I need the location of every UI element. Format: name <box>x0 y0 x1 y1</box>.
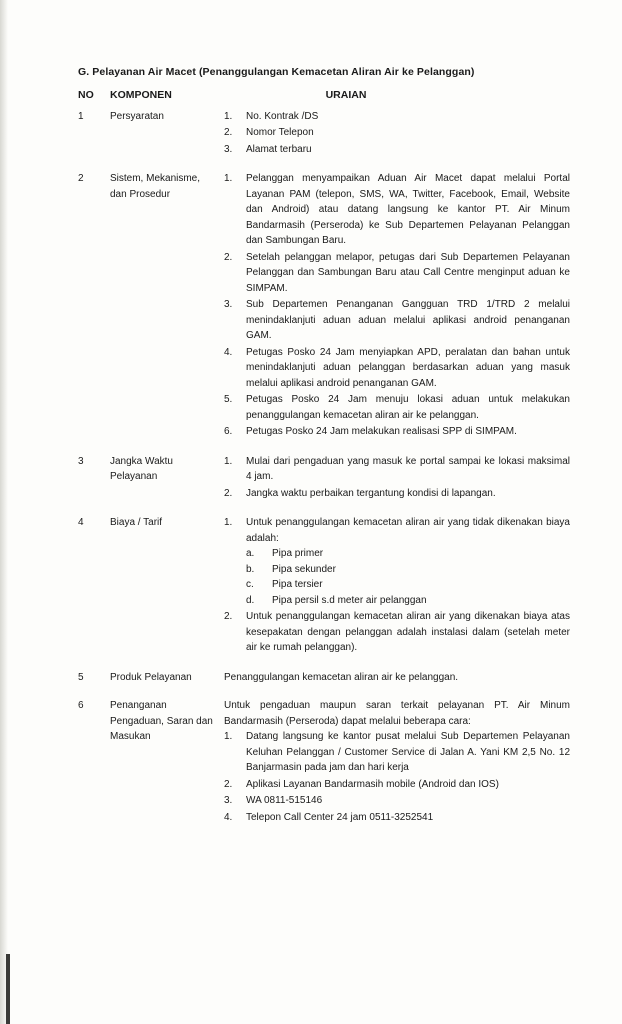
row-komponen: Jangka Waktu Pelayanan <box>110 455 173 483</box>
row-uraian <box>224 670 570 686</box>
list-marker: 1. <box>224 173 233 185</box>
row-komponen: Penanganan Pengaduan, Saran dan Masukan <box>110 700 213 743</box>
row-komponen: Biaya / Tarif <box>110 517 163 529</box>
list-text: Aplikasi Layanan Bandarmasih mobile (Android dan IOS) <box>246 778 499 790</box>
list-text: Sub Departemen Penanganan Gangguan TRD 1/TRD 2 melalui menindaklanjuti aduan aduan melalui aplikasi android penanganan GAM. <box>246 299 570 342</box>
row-uraian <box>224 109 570 159</box>
list-text: Alamat terbaru <box>246 143 312 155</box>
list-item <box>224 424 570 440</box>
table-row <box>78 670 570 686</box>
row-komponen: Persyaratan <box>110 110 164 122</box>
list-marker: 2. <box>224 611 233 623</box>
list-item <box>224 810 570 826</box>
list-item <box>224 142 570 158</box>
row-komponen: Sistem, Mekanisme, dan Prosedur <box>110 173 201 200</box>
list-item <box>224 777 570 793</box>
list-text: Telepon Call Center 24 jam 0511-3252541 <box>246 811 434 823</box>
sub-list-item <box>246 577 570 593</box>
header-uraian: URAIAN <box>325 88 367 101</box>
list-marker: 2. <box>224 778 233 790</box>
sub-list-item <box>246 562 570 578</box>
list-item <box>224 392 570 423</box>
uraian-list <box>224 515 570 656</box>
list-marker: 1. <box>224 110 233 122</box>
row-number: 3 <box>78 455 84 467</box>
list-marker: 3. <box>224 143 233 155</box>
header-komponen: KOMPONEN <box>110 88 172 101</box>
list-item <box>224 609 570 656</box>
row-uraian <box>224 171 570 441</box>
uraian-list <box>224 109 570 158</box>
list-text: Mulai dari pengaduan yang masuk ke portal sampai ke lokasi maksimal 4 jam. <box>246 455 570 483</box>
list-marker: 1. <box>224 455 233 467</box>
list-text: Untuk penanggulangan kemacetan aliran air yang tidak dikenakan biaya adalah: <box>246 517 570 544</box>
list-text: No. Kontrak /DS <box>246 110 319 122</box>
list-item <box>224 515 570 608</box>
sub-list-text: Pipa primer <box>272 548 324 560</box>
list-item <box>224 345 570 392</box>
list-text: WA 0811-515146 <box>246 795 323 807</box>
sub-list-marker: a. <box>246 548 255 560</box>
list-text: Setelah pelanggan melapor, petugas dari Sub Departemen Pelayanan Pelanggan dan Sambungan Baru atau Call Centre menginput aduan ke SIMPAM. <box>246 251 570 294</box>
table-row <box>78 171 570 441</box>
list-text: Nomor Telepon <box>246 127 314 139</box>
list-item <box>224 250 570 297</box>
list-item <box>224 109 570 125</box>
row-uraian <box>224 454 570 503</box>
list-marker: 2. <box>224 251 233 263</box>
sub-list-text: Pipa tersier <box>272 579 323 591</box>
row-number: 1 <box>78 110 84 122</box>
table-row <box>78 454 570 503</box>
scan-edge-shadow <box>0 0 8 1024</box>
page-title: G. Pelayanan Air Macet (Penanggulangan Kemacetan Aliran Air ke Pelanggan) <box>78 66 475 78</box>
list-marker: 1. <box>224 731 233 743</box>
row-komponen: Produk Pelayanan <box>110 671 192 683</box>
row-number: 6 <box>78 700 84 712</box>
list-item <box>224 125 570 141</box>
table-header <box>78 89 570 101</box>
list-text: Datang langsung ke kantor pusat melalui Sub Departemen Pelayanan Keluhan Pelanggan / Customer Service di Jalan A. Yani KM 2,5 No. 12 Banjarmasin pada jam dan hari kerja <box>246 731 570 774</box>
list-marker: 3. <box>224 299 233 311</box>
header-no: NO <box>78 88 94 101</box>
table-row <box>78 698 570 826</box>
row-number: 2 <box>78 173 84 185</box>
scan-bottom-marker <box>6 954 10 1024</box>
sub-list-text: Pipa persil s.d meter air pelanggan <box>272 594 427 606</box>
list-marker: 6. <box>224 426 233 438</box>
sub-list-marker: b. <box>246 563 255 575</box>
list-text: Pelanggan menyampaikan Aduan Air Macet dapat melalui Portal Layanan PAM (telepon, SMS, WA, Twitter, Facebook, Email, Website dan Android) atau datang langsung ke kantor PT. Air Minum Bandarmasih (Perseroda) ke Sub Departemen Pelayanan Pelanggan dan Sambungan Baru. <box>246 173 570 247</box>
list-text: Petugas Posko 24 Jam menyiapkan APD, peralatan dan bahan untuk menindaklanjuti aduan pelanggan berdasarkan aduan yang masuk melalui aplikasi android penanganan GAM. <box>246 346 570 389</box>
list-item <box>224 486 570 502</box>
list-text: Jangka waktu perbaikan tergantung kondisi di lapangan. <box>246 487 496 499</box>
list-marker: 4. <box>224 811 233 823</box>
sub-list-text: Pipa sekunder <box>272 563 336 575</box>
uraian-list <box>224 729 570 825</box>
sub-list-item <box>246 593 570 609</box>
list-marker: 5. <box>224 394 233 406</box>
list-marker: 2. <box>224 487 233 499</box>
list-text: Untuk penanggulangan kemacetan aliran air yang dikenakan biaya atas kesepakatan dengan pelanggan adalah instalasi dalam (setelah meter air ke rumah pelanggan). <box>246 611 570 654</box>
list-item <box>224 171 570 249</box>
list-item <box>224 297 570 344</box>
row-number: 4 <box>78 517 84 529</box>
list-text: Petugas Posko 24 Jam melakukan realisasi SPP di SIMPAM. <box>246 426 517 438</box>
list-marker: 2. <box>224 127 233 139</box>
list-text: Petugas Posko 24 Jam menuju lokasi aduan untuk melakukan penanggulangan kemacetan aliran air ke pelanggan. <box>246 394 570 421</box>
list-marker: 1. <box>224 517 233 529</box>
row-uraian <box>224 515 570 657</box>
uraian-list <box>224 454 570 502</box>
uraian-paragraph: Penanggulangan kemacetan aliran air ke pelanggan. <box>224 671 459 683</box>
sub-list-marker: c. <box>246 579 254 591</box>
list-marker: 3. <box>224 795 233 807</box>
sub-list <box>246 546 570 608</box>
uraian-intro: Untuk pengaduan maupun saran terkait pelayanan PT. Air Minum Bandarmasih (Perseroda) dapat melalui beberapa cara: <box>224 700 570 727</box>
table-row <box>78 515 570 657</box>
uraian-list <box>224 171 570 440</box>
row-uraian <box>224 698 570 826</box>
list-item <box>224 793 570 809</box>
document-content <box>78 66 570 839</box>
table-row <box>78 109 570 159</box>
list-item <box>224 729 570 776</box>
list-item <box>224 454 570 485</box>
row-number: 5 <box>78 671 84 683</box>
list-marker: 4. <box>224 346 233 358</box>
sub-list-marker: d. <box>246 594 255 606</box>
sub-list-item <box>246 546 570 562</box>
